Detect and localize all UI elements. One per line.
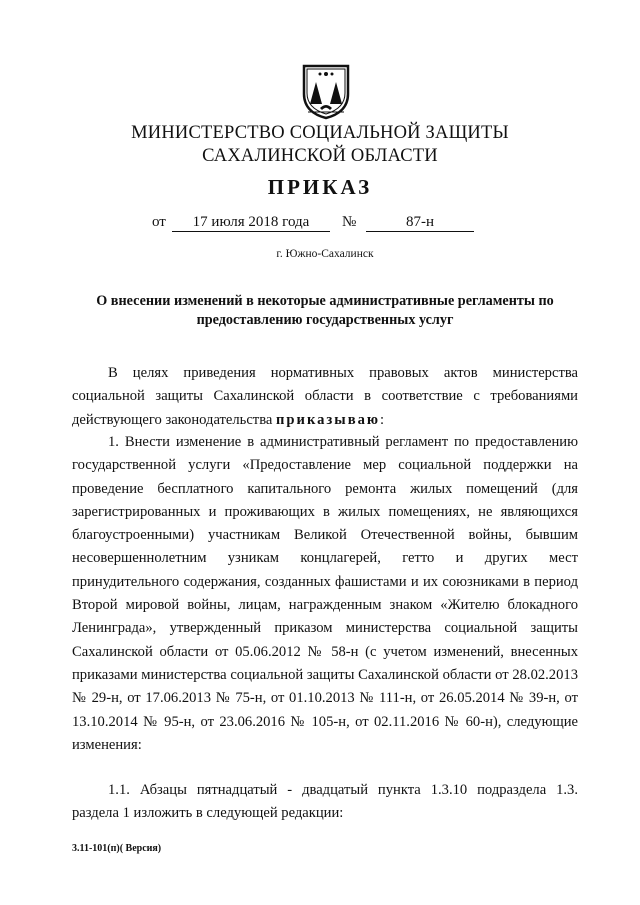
number-prefix: № — [342, 214, 357, 230]
paragraph-item-1 — [72, 431, 578, 757]
ministry-name — [0, 122, 640, 168]
preamble-text: В целях приведения нормативных правовых актов министерства социальной защиты Сахалинской области в соответствие с требованиями действующего законодательства — [72, 365, 578, 428]
order-keyword: приказываю — [276, 411, 381, 428]
title-line-2: предоставлению государственных услуг — [196, 312, 454, 328]
document-title — [70, 292, 580, 330]
document-number: 87-н — [366, 214, 474, 232]
paragraph-item-1-1 — [72, 779, 578, 826]
city-name: г. Южно-Сахалинск — [276, 248, 374, 260]
ministry-line-2: САХАЛИНСКОЙ ОБЛАСТИ — [202, 146, 438, 166]
preamble-end: : — [380, 411, 385, 428]
coat-of-arms-icon — [300, 60, 352, 120]
date-prefix: от — [152, 214, 166, 230]
title-line-1: О внесении изменений в некоторые административные регламенты по — [96, 293, 554, 309]
form-code: 3.11-101(п)( Версия) — [72, 843, 162, 854]
item-1-1-text: 1.1. Абзацы пятнадцатый - двадцатый пункта 1.3.10 подраздела 1.3. раздела 1 изложить в следующей редакции: — [72, 782, 578, 822]
document-type: ПРИКАЗ — [267, 175, 373, 199]
ministry-line-1: МИНИСТЕРСТВО СОЦИАЛЬНОЙ ЗАЩИТЫ — [131, 123, 509, 143]
date-number-line — [152, 214, 492, 236]
document-date: 17 июля 2018 года — [172, 214, 330, 232]
item-1-text: 1. Внести изменение в административный регламент по предоставлению государственной услуги «Предоставление мер социальной поддержки на проведение бесплатного капитального ремонта жилых помещений (для зарегистрированных и проживающих в жилых помещениях, не являющихся благоустроенными) участникам Великой Отечественной войны, бывшим несовершеннолетним узникам концлагерей, гетто и других мест принудительного содержания, созданных фашистами и их союзниками в период Второй мировой войны, лицам, награжденным знаком «Жителю блокадного Ленинграда», утвержденный приказом министерства социальной защиты Сахалинской области от 05.06.2012 № 58-н (с учетом изменений, внесенных приказами министерства социальной защиты Сахалинской области от 28.02.2013 № 29-н, от 17.06.2013 № 75-н, от 01.10.2013 № 111-н, от 26.05.2014 № 39-н, от 13.10.2014 № 95-н, от 23.06.2016 № 105-н, от 02.11.2016 № 60-н), следующие изменения: — [72, 434, 578, 753]
paragraph-preamble — [72, 362, 578, 432]
